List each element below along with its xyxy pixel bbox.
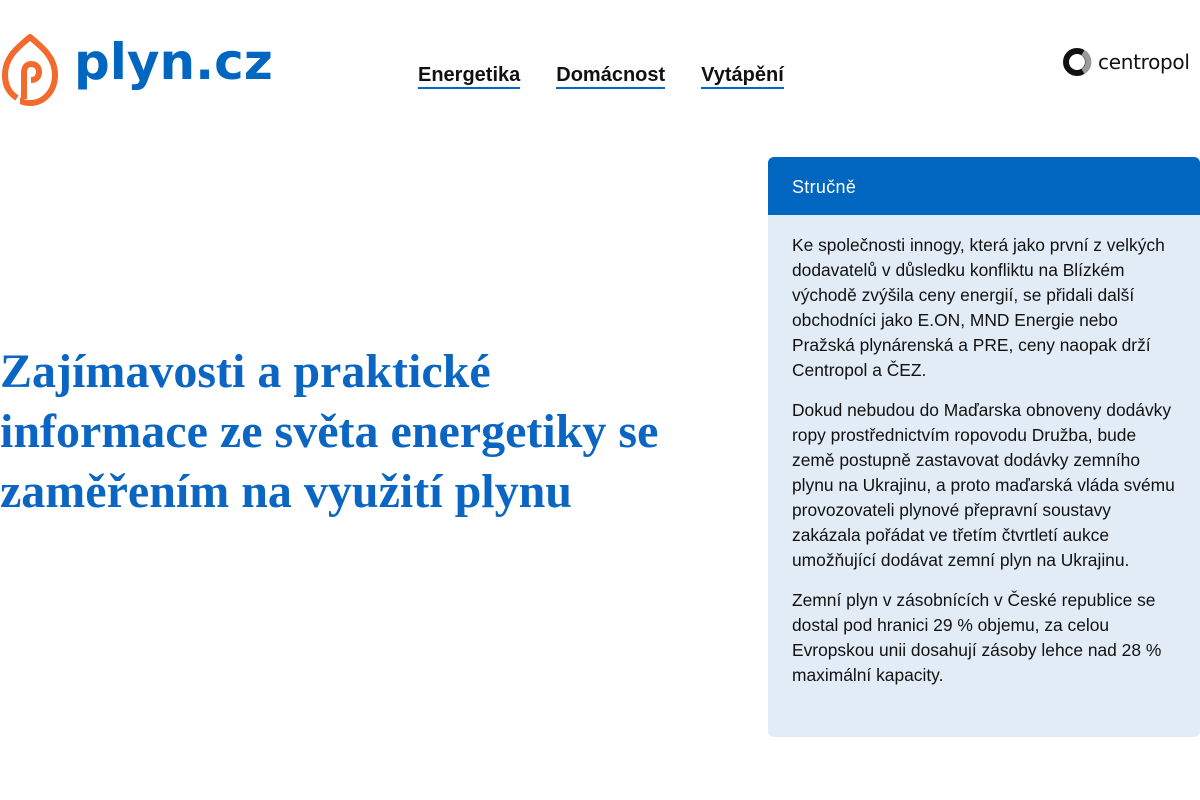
summary-paragraph: Ke společnosti innogy, která jako první z velkých dodavatelů v důsledku konfliktu na Blízkém východě zvýšila ceny energií, se přidali další obchodníci jako E.ON, MND Energie nebo Pražská plynárenská a PRE, ceny naopak drží Centropol a ČEZ. [792,235,1165,380]
summary-card-body [768,215,1200,688]
summary-paragraph: Zemní plyn v zásobnících v České republice se dostal pod hranici 29 % objemu, za celou Evropskou unii dosahují zásoby lehce nad 28 % maximální kapacity. [792,590,1162,685]
summary-card-title: Stručně [768,157,1200,215]
summary-card [768,157,1200,737]
site-header [0,0,1200,130]
main-nav [418,64,784,89]
partner-name: centropol [1098,50,1190,74]
logo-text: plyn.cz [74,33,273,91]
nav-link-energetika[interactable]: Energetika [418,64,520,89]
nav-link-vytapeni[interactable]: Vytápění [701,64,784,89]
page-title: Zajímavosti a praktické informace ze světa energetiky se zaměřením na využití plynu [0,345,659,518]
centropol-ring-icon [1062,47,1092,77]
site-logo[interactable] [0,33,273,107]
hero [0,342,700,522]
flame-icon [0,33,60,107]
summary-paragraph: Dokud nebudou do Maďarska obnoveny dodávky ropy prostřednictvím ropovodu Družba, bude země postupně zastavovat dodávky zemního plynu na Ukrajinu, a proto maďarská vláda svému provozovateli plynové přepravní soustavy zakázala pořádat ve třetím čtvrtletí aukce umožňující dodávat zemní plyn na Ukrajinu. [792,400,1175,570]
nav-link-domacnost[interactable]: Domácnost [556,64,665,89]
partner-logo-centropol[interactable] [1062,47,1190,77]
